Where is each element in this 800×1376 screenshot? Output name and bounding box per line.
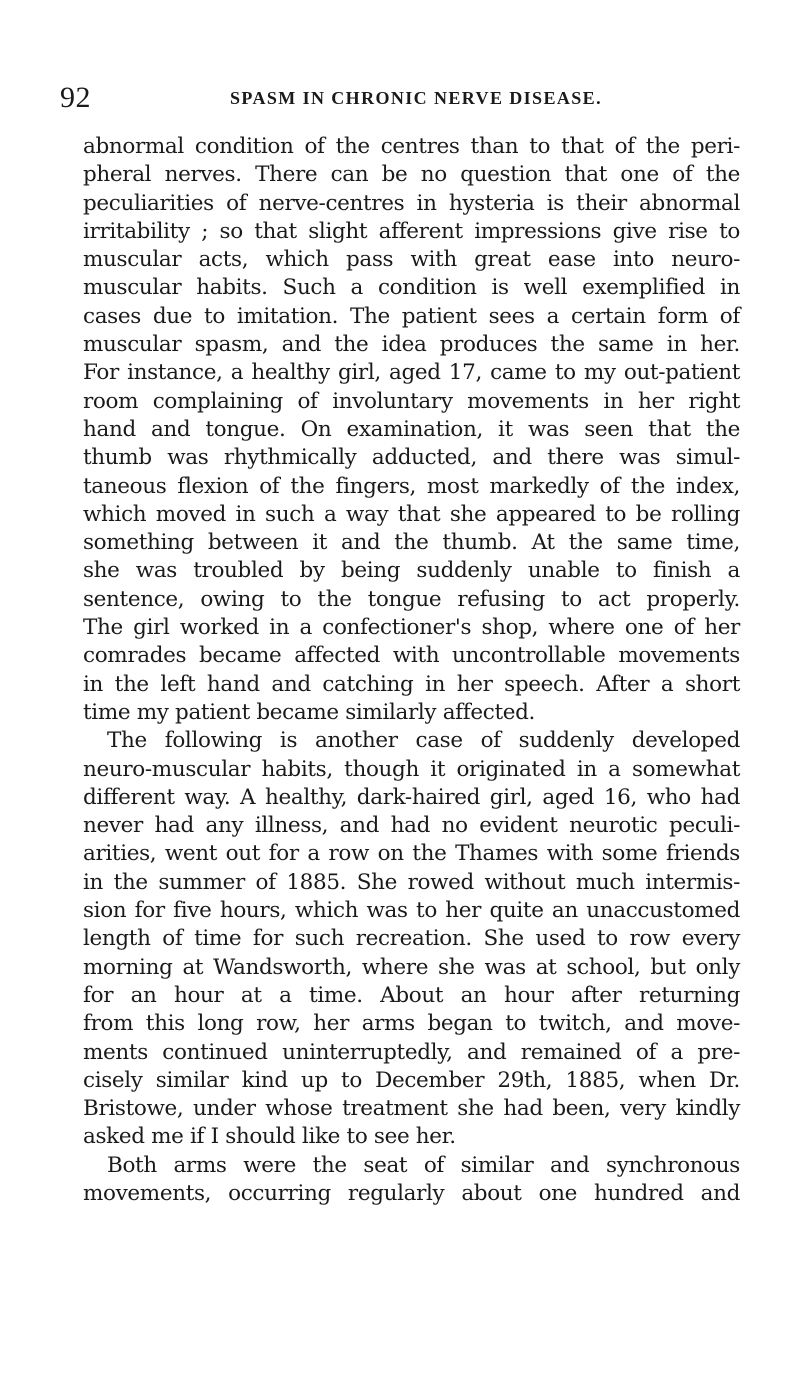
text-line: from this long row, her arms began to twitch, and move- — [83, 1011, 740, 1037]
text-line: peculiarities of nerve-centres in hysteria is their abnormal — [83, 190, 740, 216]
text-line: room complaining of involuntary movements in her right — [83, 388, 740, 414]
body-text — [83, 133, 740, 1208]
text-line: muscular spasm, and the idea produces the same in her. — [83, 332, 740, 358]
text-line: which moved in such a way that she appeared to be rolling — [83, 501, 740, 527]
text-line: For instance, a healthy girl, aged 17, came to my out-patient — [83, 360, 740, 386]
text-line: muscular acts, which pass with great ease into neuro- — [83, 247, 740, 273]
text-line: taneous flexion of the fingers, most markedly of the index, — [83, 473, 740, 499]
text-line: neuro-muscular habits, though it originated in a somewhat — [83, 756, 740, 782]
page-number: 92 — [60, 81, 91, 114]
text-line: The girl worked in a confectioner's shop, where one of her — [83, 615, 740, 641]
text-line: ments continued uninterruptedly, and remained of a pre- — [83, 1039, 740, 1065]
text-line: for an hour at a time. About an hour after returning — [83, 982, 740, 1008]
page-header — [60, 80, 750, 116]
text-line: she was troubled by being suddenly unable to finish a — [83, 558, 740, 584]
paragraph-end-line: asked me if I should like to see her. — [83, 1124, 456, 1150]
text-line: cisely similar kind up to December 29th, 1885, when Dr. — [83, 1067, 740, 1093]
text-line: pheral nerves. There can be no question that one of the — [83, 162, 740, 188]
paragraph-start-line: The following is another case of suddenly developed — [107, 728, 740, 754]
text-line: cases due to imitation. The patient sees a certain form of — [83, 303, 740, 329]
text-line: sentence, owing to the tongue refusing to act properly. — [83, 586, 740, 612]
text-line: muscular habits. Such a condition is well exemplified in — [83, 275, 740, 301]
text-line: hand and tongue. On examination, it was seen that the — [83, 416, 740, 442]
text-line: in the left hand and catching in her speech. After a short — [83, 671, 740, 697]
text-line: thumb was rhythmically adducted, and there was simul- — [83, 445, 740, 471]
text-line: irritability ; so that slight afferent impressions give rise to — [83, 218, 740, 244]
text-line: morning at Wandsworth, where she was at school, but only — [83, 954, 740, 980]
text-line: something between it and the thumb. At the same time, — [83, 530, 740, 556]
text-line: comrades became affected with uncontrollable movements — [83, 643, 740, 669]
text-line: length of time for such recreation. She used to row every — [83, 926, 740, 952]
text-line: sion for five hours, which was to her quite an unaccustomed — [83, 898, 740, 924]
text-line: in the summer of 1885. She rowed without much intermis- — [83, 869, 740, 895]
running-head: SPASM IN CHRONIC NERVE DISEASE. — [230, 88, 602, 108]
text-line: movements, occurring regularly about one hundred and — [83, 1180, 740, 1206]
text-line: arities, went out for a row on the Thames with some friends — [83, 841, 740, 867]
paragraph-start-line: Both arms were the seat of similar and synchronous — [107, 1152, 740, 1178]
paragraph-end-line: time my patient became similarly affected. — [83, 699, 536, 725]
text-line: Bristowe, under whose treatment she had been, very kindly — [83, 1096, 740, 1122]
text-line: never had any illness, and had no evident neurotic peculi- — [83, 813, 740, 839]
text-line: abnormal condition of the centres than to that of the peri- — [83, 134, 740, 159]
text-line: different way. A healthy, dark-haired girl, aged 16, who had — [83, 784, 740, 810]
